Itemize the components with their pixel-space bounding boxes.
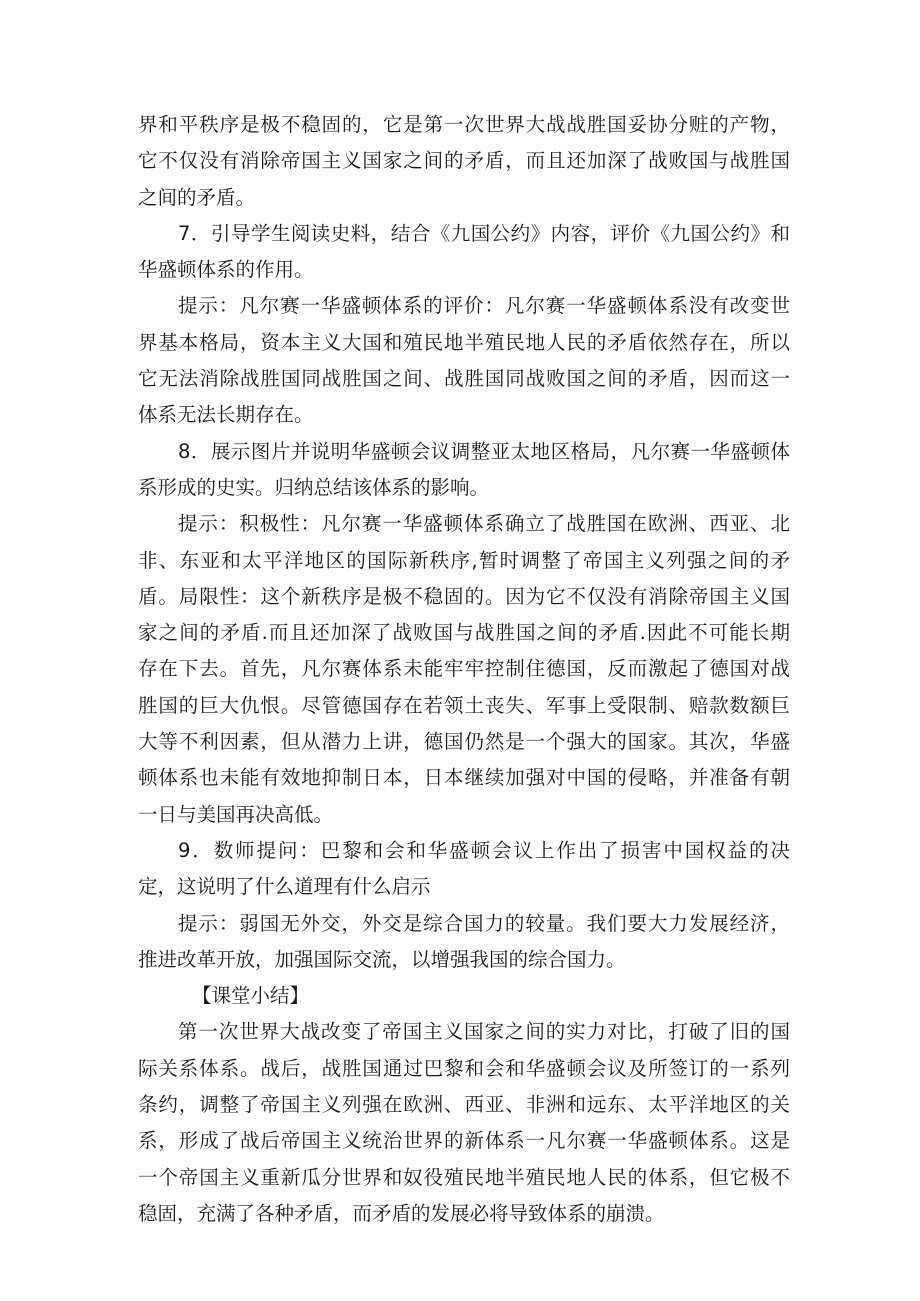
text-line: 它不仅没有消除帝国主义国家之间的矛盾，而且还加深了战败国与战胜国 bbox=[138, 149, 790, 173]
text-line: 稳固，充满了各种矛盾，而矛盾的发展必将导致体系的崩溃。 bbox=[138, 1201, 665, 1225]
text-line: 8．展示图片并说明华盛顿会议调整亚太地区格局，凡尔赛一华盛顿体 bbox=[178, 439, 790, 463]
text-line: 家之间的矛盾.而且还加深了战败国与战胜国之间的矛盾.因此不可能长期 bbox=[138, 621, 790, 645]
text-line: 9．数师提问：巴黎和会和华盛顿会议上作出了损害中国权益的决 bbox=[178, 838, 790, 862]
text-line: 之间的矛盾。 bbox=[138, 185, 256, 209]
text-line: 提示：弱国无外交，外交是综合国力的较量。我们要大力发展经济， bbox=[178, 911, 790, 935]
text-line: 界和平秩序是极不稳固的，它是第一次世界大战战胜国妥协分赃的产物， bbox=[138, 113, 790, 136]
text-line: 存在下去。首先，凡尔赛体系未能牢牢控制住德国，反而激起了德国对战 bbox=[138, 657, 790, 681]
text-line: 顿体系也未能有效地抑制日本，日本继续加强对中国的侵略，并准备有朝 bbox=[138, 766, 790, 790]
text-line: 系形成的史实。归纳总结该体系的影响。 bbox=[138, 475, 490, 499]
text-line: 条约，调整了帝国主义列强在欧洲、西亚、非洲和远东、太平洋地区的关 bbox=[138, 1093, 790, 1117]
text-line: 系，形成了战后帝国主义统治世界的新体系一凡尔赛一华盛顿体系。这是 bbox=[138, 1129, 790, 1153]
text-line: 提示：凡尔赛一华盛顿体系的评价：凡尔赛一华盛顿体系没有改变世 bbox=[178, 294, 790, 318]
text-line: 华盛顿体系的作用。 bbox=[138, 258, 314, 282]
text-line: 际关系体系。战后，战胜国通过巴黎和会和华盛顿会议及所签订的一系列 bbox=[138, 1056, 790, 1080]
text-line: 推进改革开放，加强国际交流，以增强我国的综合国力。 bbox=[138, 947, 626, 971]
text-line: 非、东亚和太平洋地区的国际新秩序,暂时调整了帝国主义列强之间的矛 bbox=[138, 548, 790, 572]
document-body bbox=[138, 107, 790, 1232]
text-line: 提示：积极性：凡尔赛一华盛顿体系确立了战胜国在欧洲、西亚、北 bbox=[178, 512, 790, 536]
text-line: 7．引导学生阅读史料，结合《九国公约》内容，评价《九国公约》和 bbox=[178, 221, 790, 245]
text-line: 体系无法长期存在。 bbox=[138, 403, 314, 427]
text-line: 一个帝国主义重新瓜分世界和奴役殖民地半殖民地人民的体系，但它极不 bbox=[138, 1165, 790, 1189]
text-line: 一日与美国再决高低。 bbox=[138, 802, 334, 826]
text-line: 它无法消除战胜国同战胜国之间、战胜国同战败国之间的矛盾，因而这一 bbox=[138, 367, 790, 391]
text-line: 胜国的巨大仇恨。尽管德国存在若领土丧失、军事上受限制、赔款数额巨 bbox=[138, 693, 790, 717]
text-line: 大等不利因素，但从潜力上讲，德国仍然是一个强大的国家。其次，华盛 bbox=[138, 730, 790, 754]
section-heading: 【课堂小结】 bbox=[192, 984, 310, 1008]
text-line: 界基本格局，资本主义大国和殖民地半殖民地人民的矛盾依然存在，所以 bbox=[138, 330, 790, 354]
text-line: 盾。局限性：这个新秩序是极不稳固的。因为它不仅没有消除帝国主义国 bbox=[138, 584, 790, 608]
text-line: 定，这说明了什么道理有什么启示 bbox=[138, 875, 431, 899]
text-line: 第一次世界大战改变了帝国主义国家之间的实力对比，打破了旧的国 bbox=[178, 1020, 790, 1044]
